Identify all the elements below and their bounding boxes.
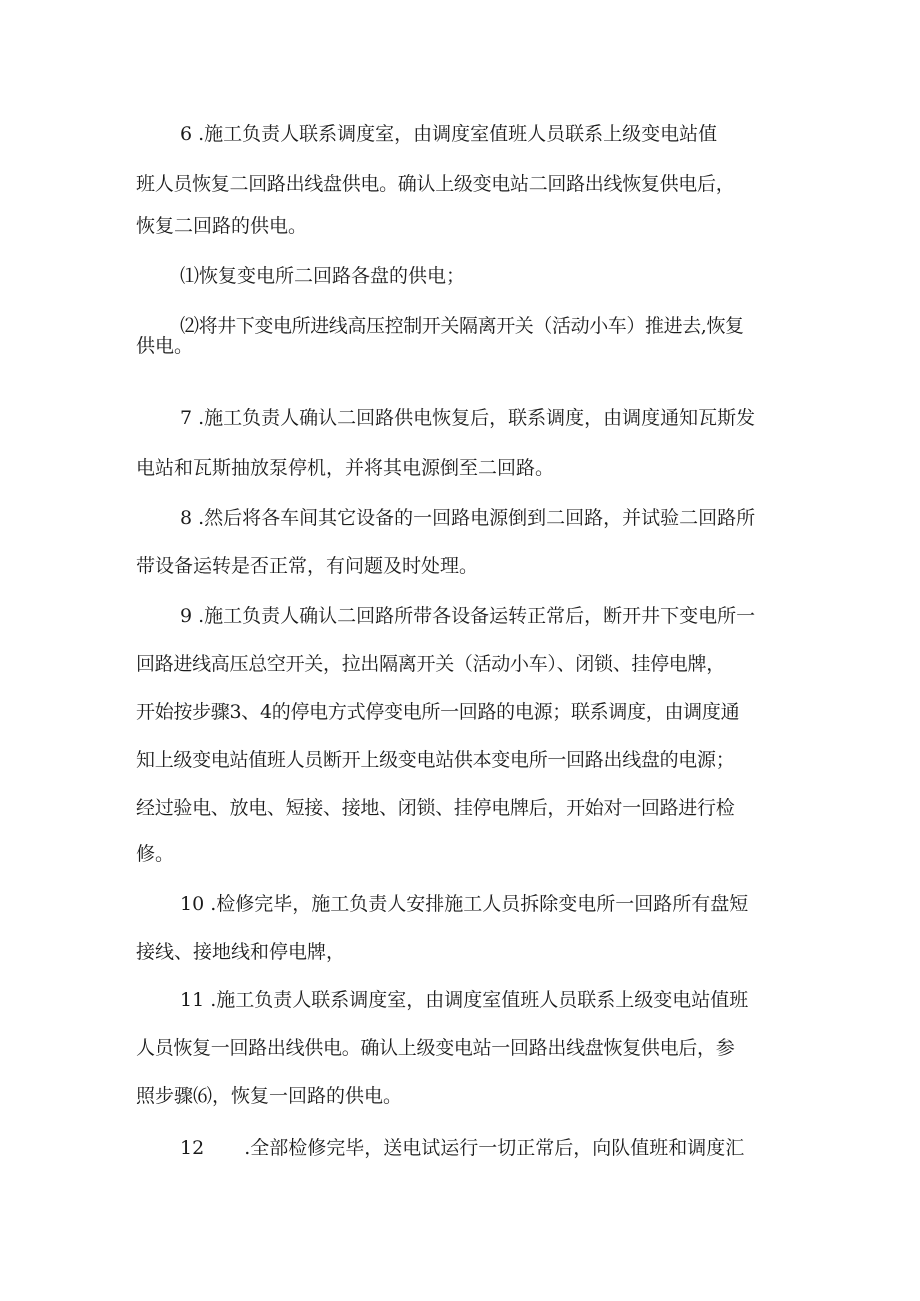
- para-12-number: 12: [180, 1137, 205, 1159]
- para-11-line-1: 11 .施工负责人联系调度室，由调度室值班人员联系上级变电站值班: [180, 989, 749, 1011]
- para-9-line-6: 修。: [136, 843, 175, 865]
- para-7-line-2: 电站和瓦斯抽放泵停机，并将其电源倒至二回路。: [136, 457, 555, 479]
- para-8-line-1: 8 .然后将各车间其它设备的一回路电源倒到二回路，并试验二回路所: [180, 507, 756, 529]
- para-11-line-3: 照步骤⑹，恢复一回路的供电。: [136, 1085, 403, 1107]
- para-6-line-3: 恢复二回路的供电。: [136, 215, 308, 237]
- para-10-number: 10: [180, 893, 205, 915]
- para-9-line-1: 9 .施工负责人确认二回路所带各设备运转正常后，断开井下变电所一: [180, 605, 756, 627]
- para-6-item-2-line-1: ⑵将井下变电所进线高压控制开关隔离开关（活动小车）推进去,恢复: [180, 315, 744, 337]
- para-6-item-2-line-2: 供电。: [136, 335, 194, 357]
- para-9-line-5: 经过验电、放电、短接、接地、闭锁、挂停电牌后，开始对一回路进行检: [136, 797, 735, 819]
- para-8-line-2: 带设备运转是否正常，有问题及时处理。: [136, 555, 479, 577]
- para-12-line-1: 12 .全部检修完毕，送电试运行一切正常后，向队值班和调度汇: [180, 1137, 745, 1159]
- para-9-line-2: 回路进线高压总空开关，拉出隔离开关（活动小车）、闭锁、挂停电牌，: [136, 653, 725, 675]
- para-8-number: 8: [180, 507, 193, 529]
- para-11-number: 11: [180, 989, 205, 1011]
- para-10-line-2: 接线、接地线和停电牌，: [136, 941, 346, 963]
- para-10-line-1: 10 .检修完毕，施工负责人安排施工人员拆除变电所一回路所有盘短: [180, 893, 749, 915]
- para-7-line-1: 7 .施工负责人确认二回路供电恢复后，联系调度，由调度通知瓦斯发: [180, 407, 756, 429]
- para-9-line-3: 开始按步骤3、4的停电方式停变电所一回路的电源；联系调度，由调度通: [136, 701, 740, 723]
- para-9-line-4: 知上级变电站值班人员断开上级变电站供本变电所一回路出线盘的电源；: [136, 749, 735, 771]
- para-6-line-2: 班人员恢复二回路出线盘供电。确认上级变电站二回路出线恢复供电后，: [136, 173, 735, 195]
- para-6-number: 6: [180, 123, 193, 145]
- para-7-number: 7: [180, 407, 193, 429]
- para-6-line-1: 6 .施工负责人联系调度室，由调度室值班人员联系上级变电站值: [180, 123, 718, 145]
- para-11-line-2: 人员恢复一回路出线供电。确认上级变电站一回路出线盘恢复供电后，参: [136, 1037, 735, 1059]
- para-9-number: 9: [180, 605, 193, 627]
- para-6-item-1: ⑴恢复变电所二回路各盘的供电；: [180, 265, 466, 287]
